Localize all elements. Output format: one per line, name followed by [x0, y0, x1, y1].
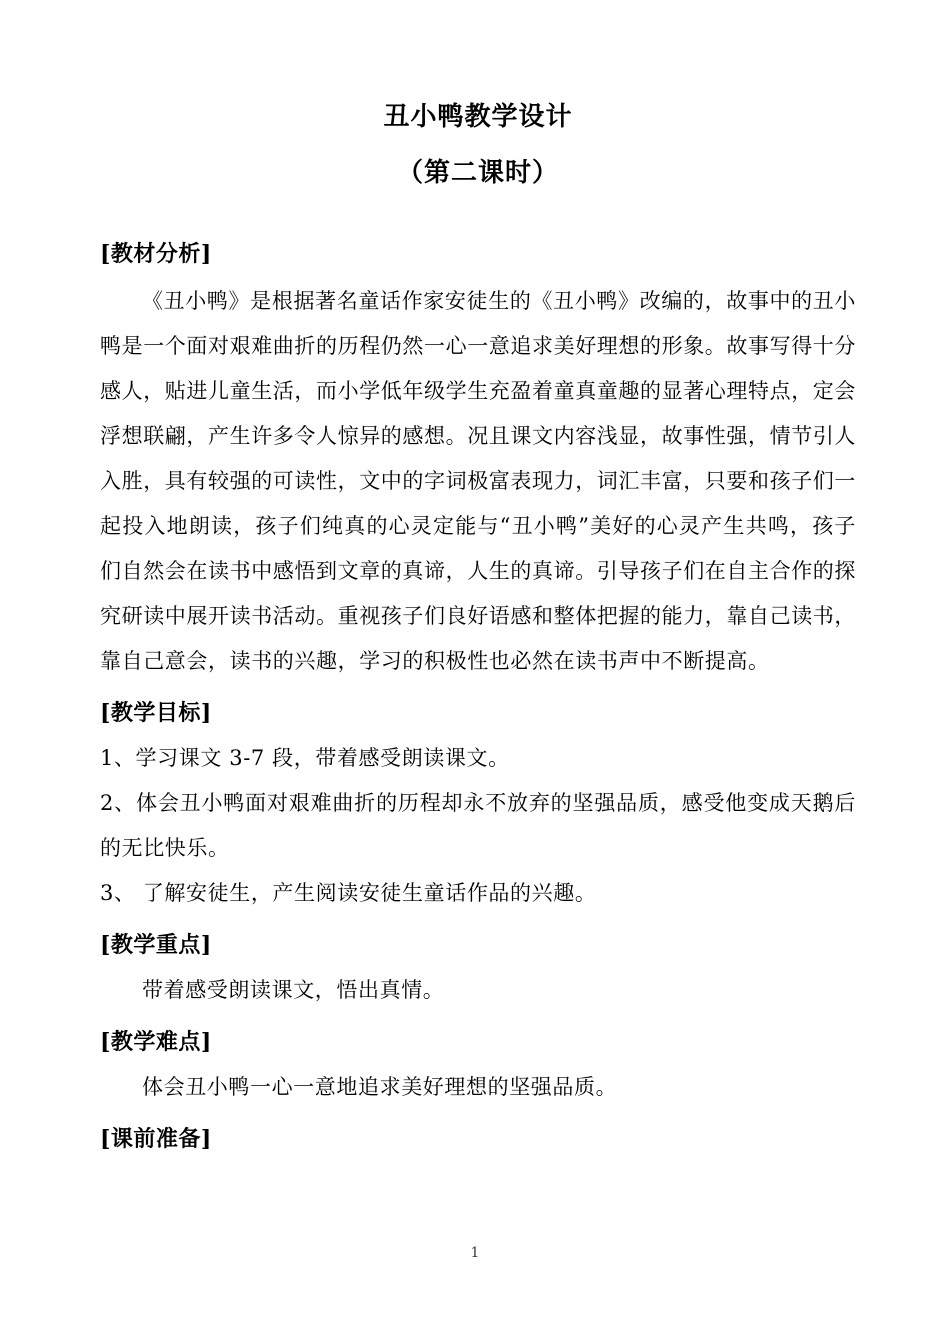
page-subtitle: （第二课时） — [396, 157, 559, 187]
teaching-difficulty-paragraph: 体会丑小鸭一心一意地追求美好理想的坚强品质。 — [142, 1075, 618, 1099]
page-content — [100, 0, 856, 1150]
section-heading-teaching-objectives: [教学目标] — [100, 700, 212, 726]
list-item: 2、体会丑小鸭面对艰难曲折的历程却永不放弃的坚强品质，感受他变成天鹅后的无比快乐。 — [100, 791, 856, 860]
section-heading-material-analysis: [教材分析] — [100, 241, 212, 267]
material-analysis-paragraph: 《丑小鸭》是根据著名童话作家安徒生的《丑小鸭》改编的，故事中的丑小鸭是一个面对艰难曲折的历程仍然一心一意追求美好理想的形象。故事写得十分感人，贴进儿童生活，而小学低年级学生充盈着童真童趣的显著心理特点，定会浮想联翩，产生许多令人惊异的感想。况且课文内容浅显，故事性强，情节引人入胜，具有较强的可读性，文中的字词极富表现力，词汇丰富，只要和孩子们一起投入地朗读，孩子们纯真的心灵定能与“丑小鸭”美好的心灵产生共鸣，孩子们自然会在读书中感悟到文章的真谛，人生的真谛。引导孩子们在自主合作的探究研读中展开读书活动。重视孩子们良好语感和整体把握的能力，靠自己读书，靠自己意会，读书的兴趣，学习的积极性也必然在读书声中不断提高。 — [100, 289, 856, 673]
teaching-focus-paragraph: 带着感受朗读课文，悟出真情。 — [142, 978, 445, 1002]
section-heading-teaching-difficulty: [教学难点] — [100, 1029, 212, 1055]
page-number: 1 — [470, 1245, 480, 1261]
section-heading-teaching-focus: [教学重点] — [100, 932, 212, 958]
list-item: 3、 了解安徒生，产生阅读安徒生童话作品的兴趣。 — [100, 881, 597, 905]
list-item: 1、学习课文 3-7 段，带着感受朗读课文。 — [100, 746, 510, 770]
page-title: 丑小鸭教学设计 — [383, 101, 573, 131]
section-heading-preparation: [课前准备] — [100, 1126, 212, 1152]
